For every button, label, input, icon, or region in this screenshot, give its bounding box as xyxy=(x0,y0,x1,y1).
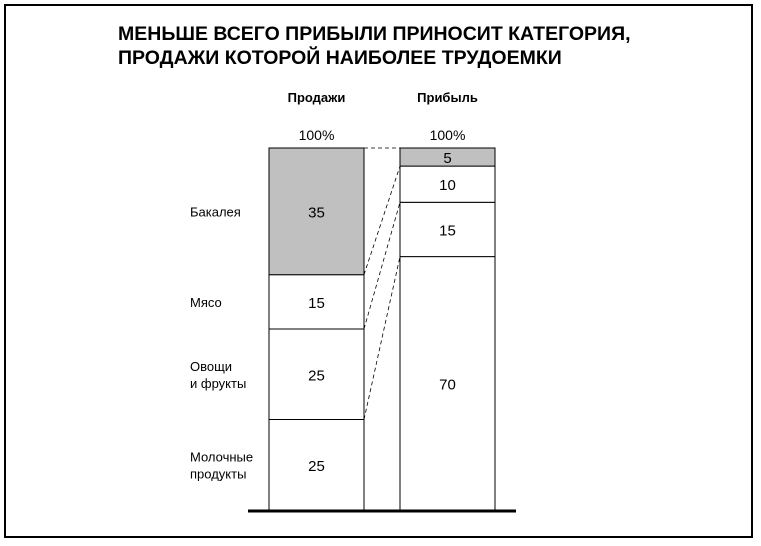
data-label: 15 xyxy=(308,294,325,312)
chart-title-line-1: МЕНЬШЕ ВСЕГО ПРИБЫЛИ ПРИНОСИТ КАТЕГОРИЯ, xyxy=(118,23,631,45)
segment-label: Овощи и фрукты xyxy=(190,358,247,391)
total-label: 100% xyxy=(298,127,335,143)
segment-label: Мясо xyxy=(190,294,222,310)
data-label: 10 xyxy=(439,177,456,195)
segment-label: Молочные продукты xyxy=(190,449,254,482)
connector-line xyxy=(364,257,400,420)
category-label: Продажи xyxy=(287,90,346,105)
data-label: 25 xyxy=(308,367,325,385)
total-label: 100% xyxy=(429,127,466,143)
segment-label: Бакалея xyxy=(190,204,241,220)
data-label: 35 xyxy=(308,204,325,222)
chart-title-line-2: ПРОДАЖИ КОТОРОЙ НАИБОЛЕЕ ТРУДОЕМКИ xyxy=(118,47,562,69)
category-label: Прибыль xyxy=(417,90,478,105)
data-label: 15 xyxy=(439,222,456,240)
data-label: 5 xyxy=(443,150,452,168)
data-label: 70 xyxy=(439,376,456,394)
data-label: 25 xyxy=(308,457,325,475)
